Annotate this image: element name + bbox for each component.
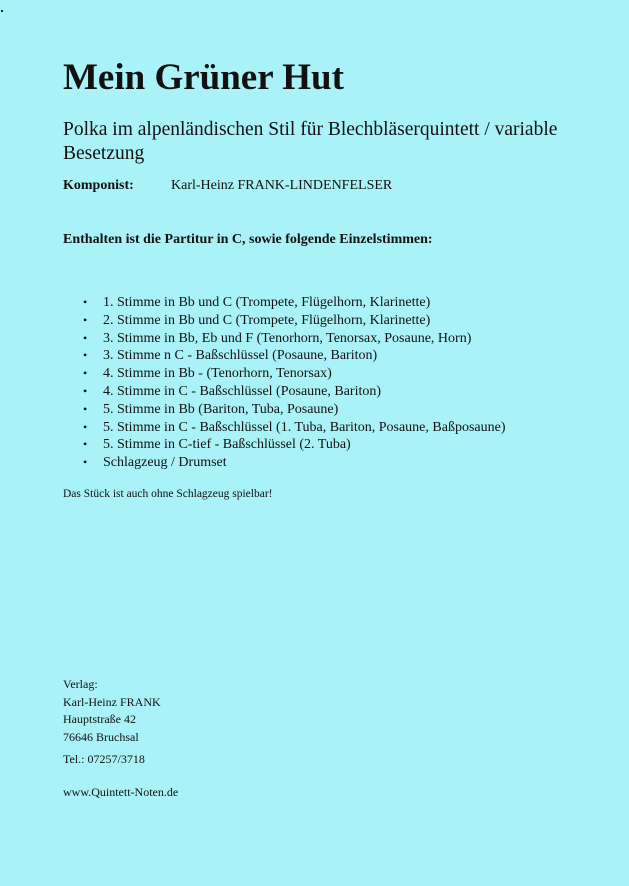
parts-list	[63, 294, 505, 472]
list-item	[63, 436, 505, 454]
corner-mark	[1, 10, 3, 12]
phone-number: Tel.: 07257/3718	[63, 752, 145, 766]
composer-name: Karl-Heinz FRANK-LINDENFELSER	[171, 178, 393, 193]
list-item	[63, 401, 505, 419]
publisher-label: Verlag:	[63, 677, 98, 691]
part-label: 5. Stimme in Bb (Bariton, Tuba, Posaune)	[103, 401, 339, 417]
bullet-icon: •	[83, 401, 88, 416]
bullet-icon: •	[83, 383, 88, 398]
list-item	[63, 347, 505, 365]
list-item	[63, 383, 505, 401]
list-item	[63, 419, 505, 437]
contents-heading: Enthalten ist die Partitur in C, sowie folgende Einzelstimmen:	[63, 232, 433, 247]
publisher-name: Karl-Heinz FRANK	[63, 694, 161, 709]
part-label: 5. Stimme in C-tief - Baßschlüssel (2. Tuba)	[103, 437, 351, 453]
subtitle: Polka im alpenländischen Stil für Blechbläserquintett / variable Besetzung	[63, 119, 558, 164]
part-label: 2. Stimme in Bb und C (Trompete, Flügelhorn, Klarinette)	[103, 312, 431, 328]
composer-label: Komponist:	[63, 178, 134, 193]
list-item	[63, 330, 505, 348]
publisher-block	[63, 676, 161, 746]
part-label: 5. Stimme in C - Baßschlüssel (1. Tuba, Bariton, Posaune, Baßposaune)	[103, 419, 506, 435]
bullet-icon: •	[83, 348, 88, 363]
bullet-icon: •	[83, 312, 88, 327]
publisher-city: 76646 Bruchsal	[63, 729, 139, 744]
part-label: 3. Stimme n C - Baßschlüssel (Posaune, Bariton)	[103, 348, 378, 364]
bullet-icon: •	[83, 437, 88, 452]
publisher-street: Hauptstraße 42	[63, 712, 136, 726]
bullet-icon: •	[83, 330, 88, 345]
part-label: Schlagzeug / Drumset	[103, 455, 227, 471]
bullet-icon: •	[83, 366, 88, 381]
bullet-icon: •	[83, 295, 88, 309]
drumset-note: Das Stück ist auch ohne Schlagzeug spielbar!	[63, 488, 273, 500]
list-item	[63, 294, 505, 312]
part-label: 4. Stimme in Bb - (Tenorhorn, Tenorsax)	[103, 366, 332, 382]
part-label: 1. Stimme in Bb und C (Trompete, Flügelhorn, Klarinette)	[103, 295, 431, 310]
bullet-icon: •	[83, 455, 88, 470]
part-label: 3. Stimme in Bb, Eb und F (Tenorhorn, Tenorsax, Posaune, Horn)	[103, 330, 472, 346]
bullet-icon: •	[83, 419, 88, 434]
list-item	[63, 365, 505, 383]
list-item	[63, 454, 505, 472]
list-item	[63, 312, 505, 330]
part-label: 4. Stimme in C - Baßschlüssel (Posaune, Bariton)	[103, 383, 382, 399]
composer-line	[63, 178, 392, 194]
page-title: Mein Grüner Hut	[63, 57, 344, 98]
website-link[interactable]: www.Quintett-Noten.de	[63, 785, 179, 799]
